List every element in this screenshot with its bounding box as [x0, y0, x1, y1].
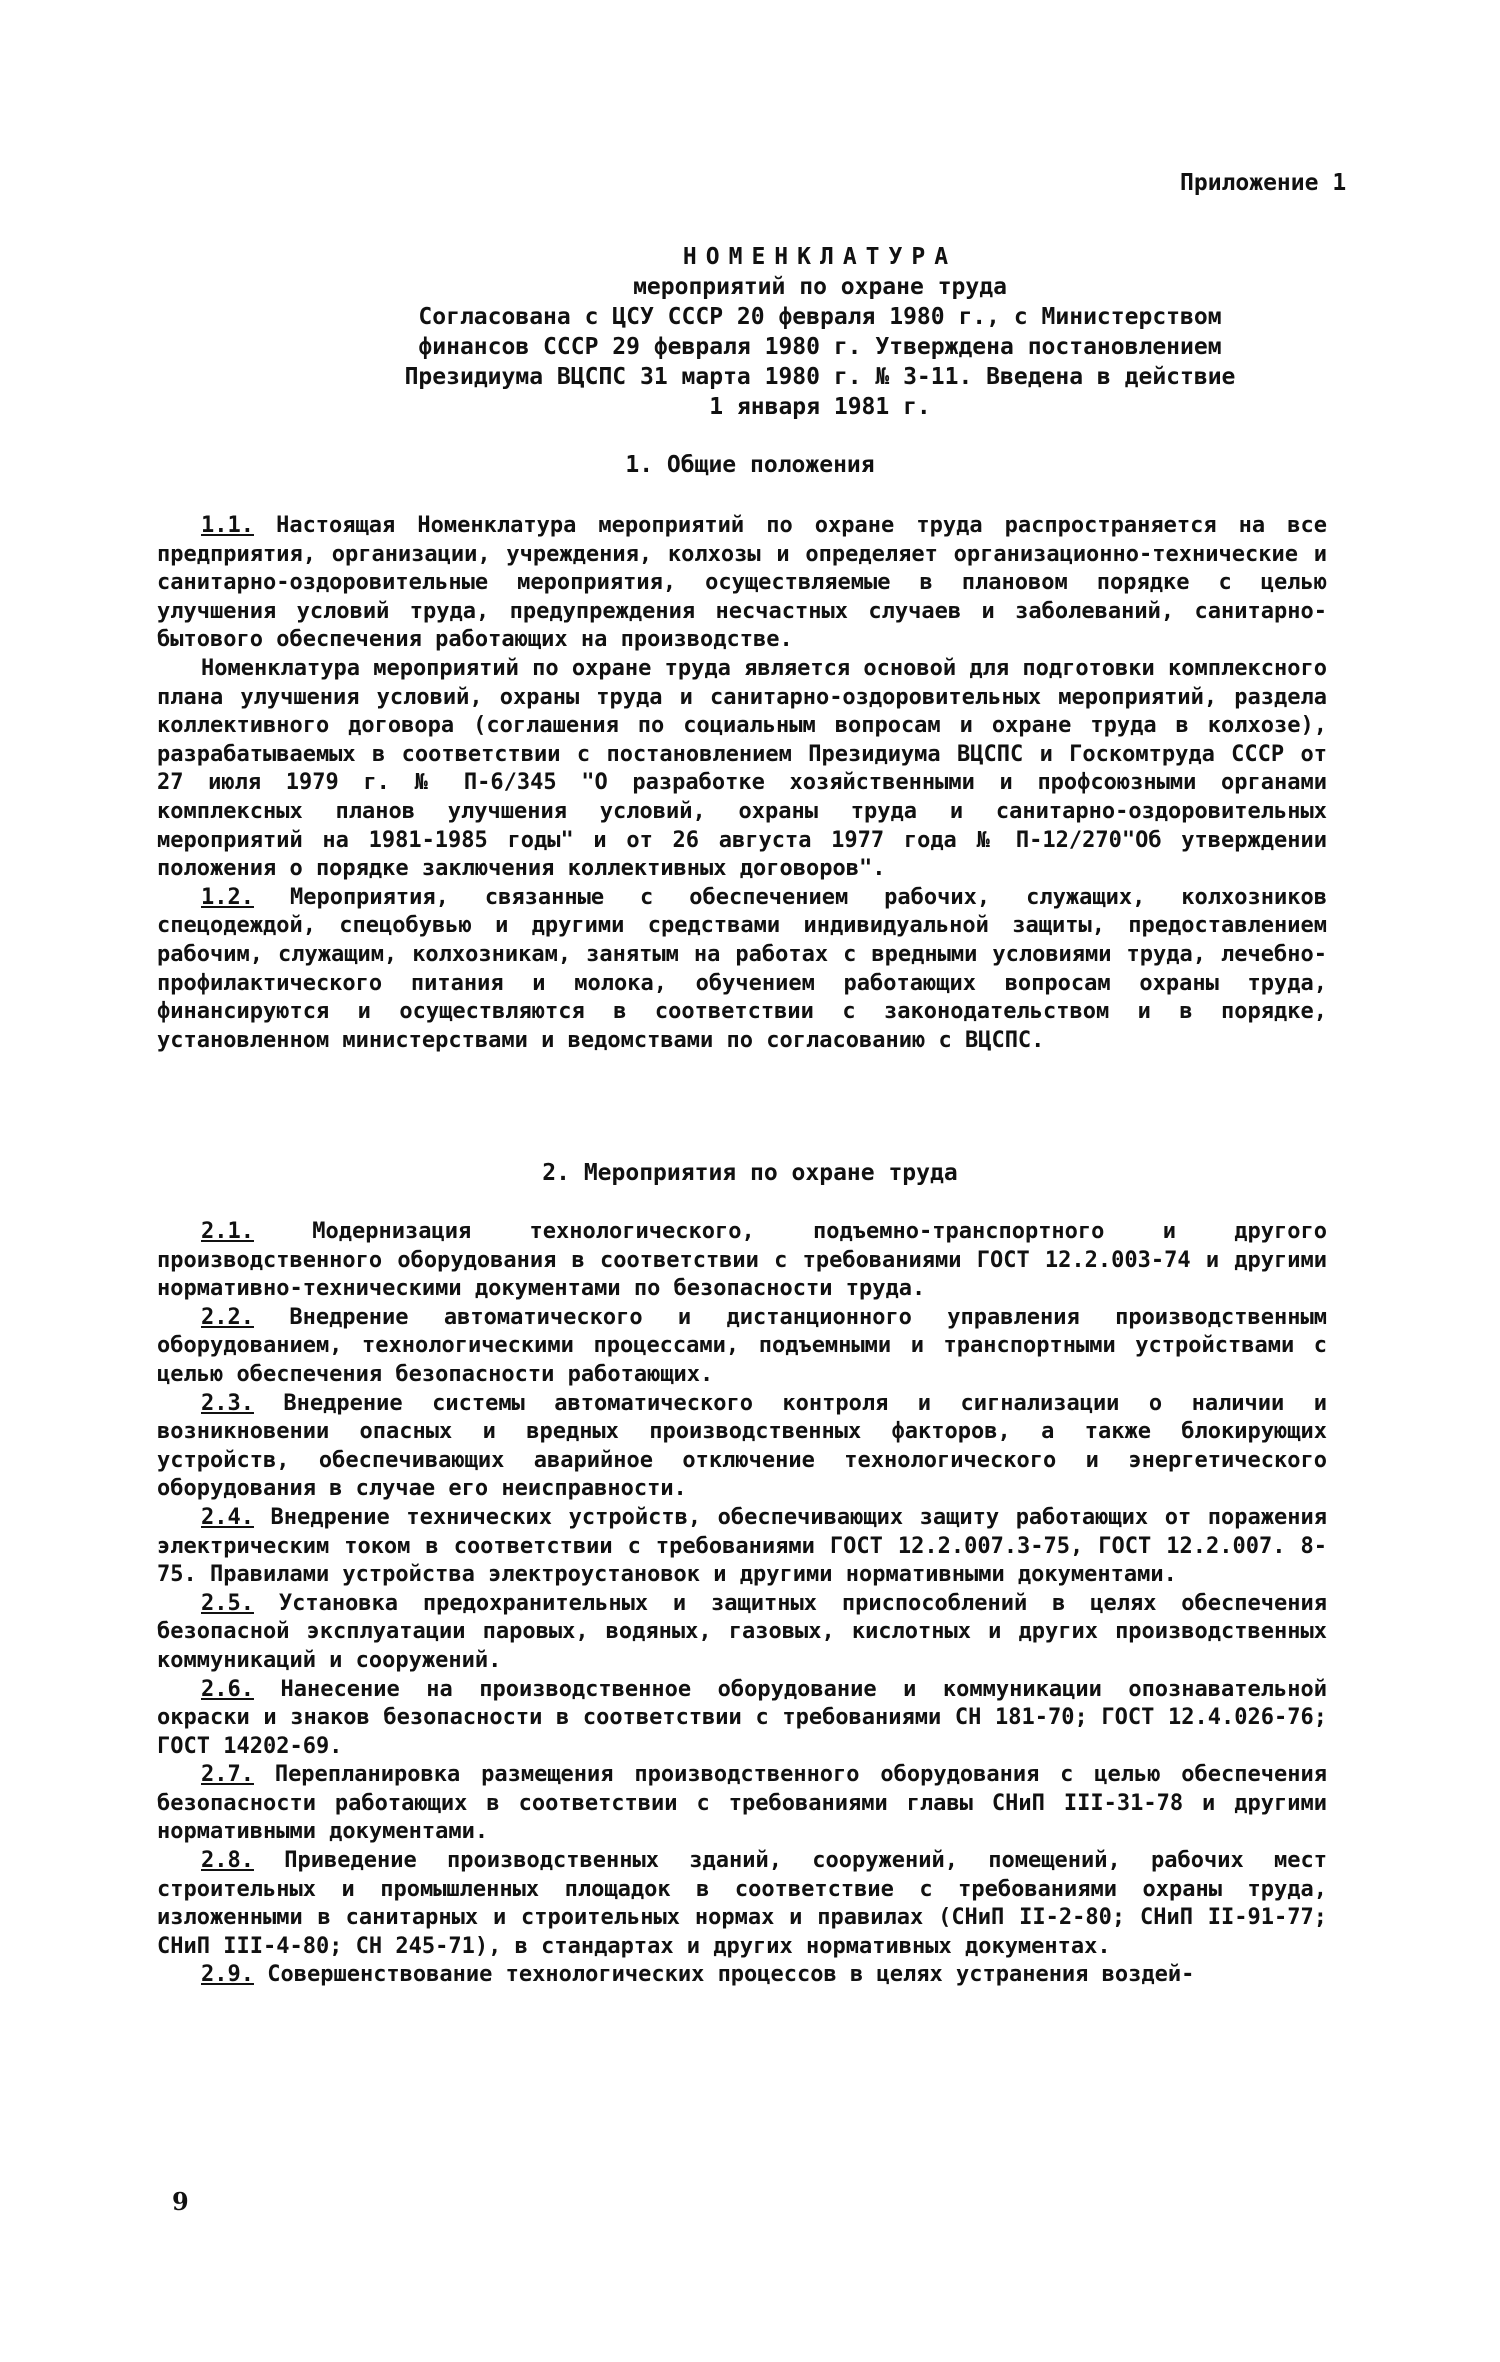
paragraph-2-3 — [157, 1390, 1327, 1504]
clause-number: 2.1. — [201, 1219, 254, 1244]
appendix-label: Приложение 1 — [1180, 170, 1347, 196]
clause-text: Внедрение системы автоматического контроля и сигнализации о наличии и возникновении опасных и вредных производственных факторов, а также блокирующих устройств, обеспечивающих аварийное отключение технологического и энергетического оборудования в случае его неисправности. — [157, 1390, 1327, 1502]
section-2-body — [157, 1218, 1327, 1990]
paragraph-2-2 — [157, 1304, 1327, 1390]
clause-number: 1.1. — [201, 513, 254, 538]
paragraph-1-1-cont — [157, 655, 1327, 884]
section-1-body — [157, 512, 1327, 1055]
clause-text: Настоящая Номенклатура мероприятий по охране труда распространяется на все предприятия, организации, учреждения, колхозы и определяет организационно-технические и санитарно-оздоровительные мероприятия, осуществляемые в плановом порядке с целью улучшения условий труда, предупреждения несчастных случаев и заболеваний, санитарно-бытового обеспечения работающих на производстве. — [157, 513, 1327, 653]
clause-number: 2.4. — [201, 1504, 254, 1530]
paragraph-2-1 — [157, 1218, 1327, 1304]
paragraph-2-8 — [157, 1847, 1327, 1961]
clause-number: 1.2. — [201, 884, 254, 910]
clause-text: Модернизация технологического, подъемно-транспортного и другого производственного оборудования в соответствии с требованиями ГОСТ 12.2.003-74 и другими нормативно-техническими документами по безопасности труда. — [157, 1219, 1327, 1302]
clause-number: 2.5. — [201, 1590, 254, 1616]
paragraph-2-6 — [157, 1676, 1327, 1762]
header-line: финансов СССР 29 февраля 1980 г. Утверждена постановлением — [418, 334, 1222, 360]
clause-text: Перепланировка размещения производственного оборудования с целью обеспечения безопасности работающих в соответствии с требованиями главы СНиП III-31-78 и другими нормативными документами. — [157, 1762, 1327, 1845]
clause-number: 2.6. — [201, 1676, 254, 1702]
paragraph-1-2 — [157, 884, 1327, 1056]
paragraph-2-7 — [157, 1761, 1327, 1847]
clause-text: Мероприятия, связанные с обеспечением рабочих, служащих, колхозников спецодеждой, спецобувью и другими средствами индивидуальной защиты, предоставлением рабочим, служащим, колхозникам, занятым на работах с вредными условиями труда, лечебно-профилактического питания и молока, обучением работающих вопросам охраны труда, финансируются и осуществляются в соответствии с законодательством и в порядке, установленном министерствами и ведомствами по согласованию с ВЦСПС. — [157, 884, 1327, 1053]
page-number: 9 — [172, 2187, 189, 2216]
header-line: мероприятий по охране труда — [633, 274, 1007, 300]
clause-number: 2.7. — [201, 1762, 254, 1788]
header-line: Согласована с ЦСУ СССР 20 февраля 1980 г., с Министерством — [418, 304, 1222, 330]
clause-number: 2.8. — [201, 1848, 254, 1874]
paragraph-2-4 — [157, 1504, 1327, 1590]
clause-text: Приведение производственных зданий, сооружений, помещений, рабочих мест строительных и промышленных площадок в соответствие с требованиями охраны труда, изложенными в санитарных и строительных нормах и правилах (СНиП II-2-80; СНиП II-91-77; СНиП III-4-80; СН 245-71), в стандартах и других нормативных документах. — [157, 1848, 1327, 1959]
clause-number: 2.3. — [201, 1390, 254, 1416]
clause-text: Совершенствование технологических процессов в целях устранения воздей- — [253, 1962, 1195, 1988]
paragraph-2-9 — [157, 1961, 1327, 1990]
header-line: Президиума ВЦСПС 31 марта 1980 г. № 3-11. Введена в действие — [404, 364, 1236, 390]
document-header — [240, 242, 1400, 422]
document-title: НОМЕНКЛАТУРА — [682, 244, 958, 270]
clause-number: 2.9. — [201, 1962, 254, 1988]
clause-text: Номенклатура мероприятий по охране труда является основой для подготовки комплексного плана улучшения условий, охраны труда и санитарно-оздоровительных мероприятий, раздела коллективного договора (соглашения по социальным вопросам и охране труда в колхозе), разрабатываемых в соответствии с постановлением Президиума ВЦСПС и Госкомтруда СССР от 27 июля 1979 г. № П-6/345 "О разработке хозяйственными и профсоюзными органами комплексных планов улучшения условий, охраны труда и санитарно-оздоровительных мероприятий на 1981-1985 годы" и от 26 августа 1977 года № П-12/270"Об утверждении положения о порядке заключения коллективных договоров". — [157, 655, 1327, 882]
clause-text: Внедрение автоматического и дистанционного управления производственным оборудованием, технологическими процессами, подъемными и транспортными устройствами с целью обеспечения безопасности работающих. — [157, 1304, 1327, 1387]
section-1-heading: 1. Общие положения — [625, 452, 875, 478]
clause-text: Внедрение технических устройств, обеспечивающих защиту работающих от поражения электрическим током в соответствии с требованиями ГОСТ 12.2.007.3-75, ГОСТ 12.2.007. 8-75. Правилами устройства электроустановок и другими нормативными документами. — [157, 1504, 1327, 1588]
paragraph-2-5 — [157, 1590, 1327, 1676]
paragraph-1-1 — [157, 512, 1327, 655]
header-line: 1 января 1981 г. — [709, 394, 931, 420]
clause-text: Нанесение на производственное оборудование и коммуникации опознавательной окраски и знаков безопасности в соответствии с требованиями СН 181-70; ГОСТ 12.4.026-76; ГОСТ 14202-69. — [157, 1676, 1327, 1759]
section-2-heading: 2. Мероприятия по охране труда — [542, 1160, 958, 1186]
clause-text: Установка предохранительных и защитных приспособлений в целях обеспечения безопасной эксплуатации паровых, водяных, газовых, кислотных и других производственных коммуникаций и сооружений. — [157, 1590, 1327, 1673]
clause-number: 2.2. — [201, 1304, 254, 1330]
